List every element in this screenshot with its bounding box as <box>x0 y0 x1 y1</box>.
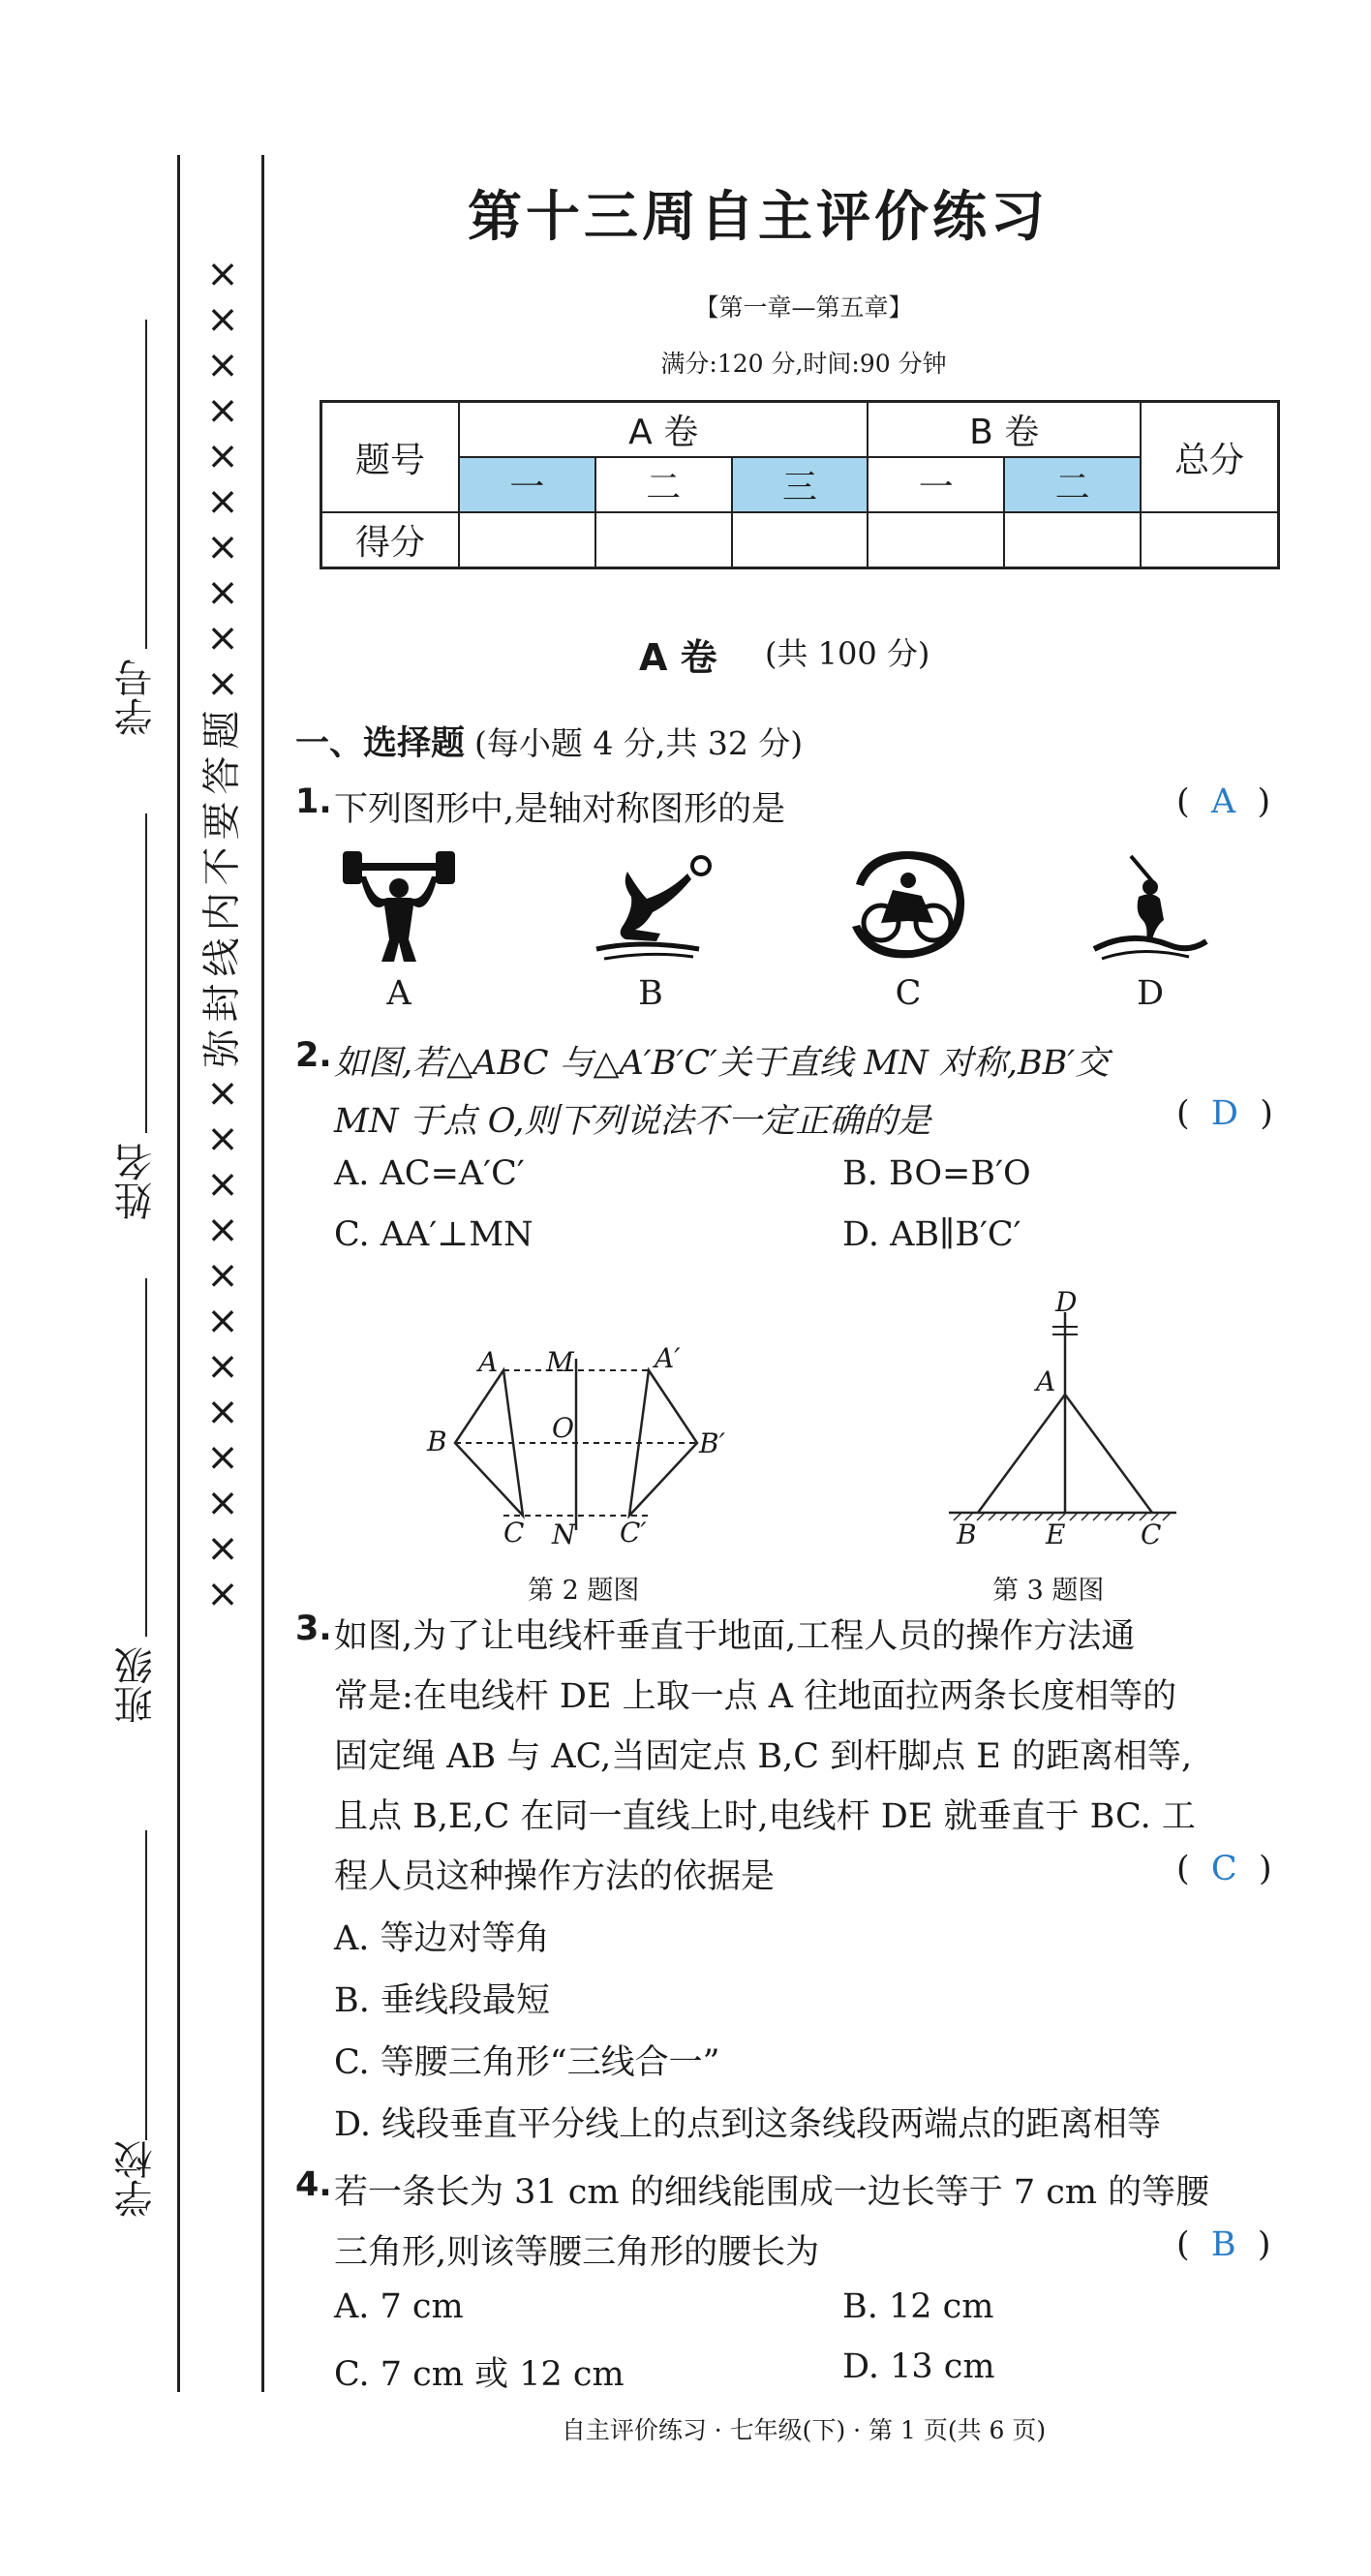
binding-line-outer <box>177 155 180 2392</box>
fig3-caption: 第 3 题图 <box>992 1576 1105 1606</box>
fig3-label-c: C <box>1141 1518 1162 1550</box>
score-cell[interactable] <box>1004 512 1141 568</box>
q2-option-c: C. AA′⊥MN <box>334 1215 533 1254</box>
seal-char: 内 <box>199 892 245 932</box>
seal-strip <box>201 252 244 1617</box>
seal-char: 弥 <box>199 1028 245 1068</box>
seal-char: 不 <box>199 846 245 886</box>
q2-option-d: D. AB∥B′C′ <box>842 1215 1021 1254</box>
question-number-header: 题号 <box>321 402 460 513</box>
paper-b-header: B 卷 <box>868 402 1141 458</box>
seal-cross-mark: × <box>206 1572 239 1616</box>
seal-cross-mark: × <box>206 1526 239 1571</box>
score-cell[interactable] <box>459 512 595 568</box>
weightlifter-icon <box>341 847 457 964</box>
q4-number: 4. <box>295 2165 332 2204</box>
name-label: 姓名 <box>114 1143 159 1220</box>
seal-char: 要 <box>199 801 245 841</box>
seal-cross-mark: × <box>206 434 239 478</box>
fig3-label-a: A <box>1036 1365 1056 1397</box>
total-header: 总分 <box>1141 402 1279 513</box>
seal-cross-mark: × <box>206 661 239 706</box>
school-underline <box>145 1830 147 2140</box>
q4-answer-bracket: ( B ) <box>1176 2225 1271 2264</box>
seal-cross-mark: × <box>206 1117 239 1161</box>
seal-cross-mark: × <box>206 252 239 296</box>
score-cell[interactable] <box>868 512 1004 568</box>
golfer-icon <box>1092 852 1208 964</box>
q3-option-a: A. 等边对等角 <box>334 1919 550 1958</box>
q2-number: 2. <box>295 1036 332 1075</box>
q4-option-d: D. 13 cm <box>842 2347 995 2386</box>
fig2-label-m: M <box>546 1346 574 1378</box>
q1-option-b: B <box>638 974 663 1013</box>
score-table <box>320 400 1280 569</box>
cyclist-icon <box>844 847 970 964</box>
class-underline <box>145 1278 147 1637</box>
q3-option-b: B. 垂线段最短 <box>334 1981 550 2020</box>
fig2-label-b: B <box>427 1426 447 1457</box>
q3-line5: 程人员这种操作方法的依据是 <box>334 1857 776 1896</box>
q3-answer: C <box>1210 1850 1237 1888</box>
figure-2-diagram <box>416 1341 746 1554</box>
q2-answer: D <box>1210 1094 1238 1133</box>
fig2-label-a-prime: A′ <box>655 1342 681 1374</box>
seal-cross-mark: × <box>206 1344 239 1389</box>
q3-line3: 固定绳 AB 与 AC,当固定点 B,C 到杆脚点 E 的距离相等, <box>334 1737 1193 1776</box>
score-cell[interactable] <box>1141 512 1279 568</box>
q3-line1: 如图,为了让电线杆垂直于地面,工程人员的操作方法通 <box>334 1617 1136 1656</box>
q3-line4: 且点 B,E,C 在同一直线上时,电线杆 DE 就垂直于 BC. 工 <box>334 1797 1196 1836</box>
a-part-1: 一 <box>459 457 595 512</box>
fig3-label-b: B <box>957 1518 977 1550</box>
part1-note: (每小题 4 分,共 32 分) <box>474 724 804 762</box>
seal-cross-mark: × <box>206 479 239 524</box>
binding-line-inner <box>261 155 264 2392</box>
fig2-label-a: A <box>478 1346 499 1378</box>
a-part-3: 三 <box>732 457 868 512</box>
seal-cross-mark: × <box>206 1299 239 1343</box>
q4-option-c: C. 7 cm 或 12 cm <box>334 2355 625 2394</box>
section-heading: A 卷 <box>639 636 717 679</box>
q3-line2: 常是:在电线杆 DE 上取一点 A 往地面拉两条长度相等的 <box>334 1677 1177 1716</box>
school-label: 学校 <box>114 2140 159 2218</box>
exam-meta: 满分:120 分,时间:90 分钟 <box>660 350 947 378</box>
seal-char: 题 <box>199 710 245 750</box>
q1-answer-bracket: ( A ) <box>1176 782 1271 821</box>
q4-line1: 若一条长为 31 cm 的细线能围成一边长等于 7 cm 的等腰 <box>334 2173 1210 2212</box>
b-part-1: 一 <box>868 457 1004 512</box>
seal-char: 线 <box>199 937 245 977</box>
q4-answer: B <box>1210 2225 1236 2264</box>
fig2-label-c: C <box>503 1517 525 1549</box>
seal-cross-mark: × <box>206 1390 239 1434</box>
q1-option-c: C <box>895 974 922 1013</box>
student-id-underline <box>145 320 147 649</box>
score-cell[interactable] <box>595 512 732 568</box>
seal-cross-mark: × <box>206 1435 239 1480</box>
q1-option-d: D <box>1136 974 1165 1013</box>
q3-number: 3. <box>295 1610 332 1648</box>
seal-cross-mark: × <box>206 570 239 615</box>
figure-3-diagram <box>944 1288 1186 1549</box>
class-label: 班级 <box>114 1646 159 1724</box>
seal-cross-mark: × <box>206 1253 239 1298</box>
seal-cross-mark: × <box>206 1071 239 1116</box>
q1-option-a: A <box>386 974 411 1013</box>
q1-text: 下列图形中,是轴对称图形的是 <box>334 790 786 829</box>
fig2-label-n: N <box>552 1518 576 1550</box>
seal-cross-mark: × <box>206 343 239 387</box>
q4-option-a: A. 7 cm <box>334 2287 464 2326</box>
fig2-caption: 第 2 题图 <box>528 1576 640 1606</box>
q3-answer-bracket: ( C ) <box>1176 1850 1272 1888</box>
b-part-2: 二 <box>1004 457 1141 512</box>
score-row-label: 得分 <box>321 512 460 568</box>
q2-answer-bracket: ( D ) <box>1176 1094 1273 1133</box>
seal-cross-mark: × <box>206 616 239 660</box>
q2-line2: MN 于点 O,则下列说法不一定正确的是 <box>334 1102 931 1141</box>
seal-cross-mark: × <box>206 297 239 342</box>
q1-number: 1. <box>295 782 332 821</box>
q3-option-c: C. 等腰三角形“三线合一” <box>334 2043 720 2082</box>
fig3-label-e: E <box>1046 1518 1066 1550</box>
part1-title: 一、选择题 <box>295 724 466 763</box>
q4-option-b: B. 12 cm <box>842 2287 994 2326</box>
seal-char: 答 <box>199 755 245 795</box>
paper-a-header: A 卷 <box>459 402 868 458</box>
q2-option-a: A. AC=A′C′ <box>334 1154 525 1193</box>
fig2-label-b-prime: B′ <box>699 1427 725 1459</box>
name-underline <box>145 813 147 1133</box>
q2-line1: 如图,若△ABC 与△A′B′C′关于直线 MN 对称,BB′交 <box>334 1044 1110 1083</box>
fig2-label-c-prime: C′ <box>620 1517 647 1549</box>
chapter-scope: 【第一章—第五章】 <box>694 293 913 322</box>
q3-option-d: D. 线段垂直平分线上的点到这条线段两端点的距离相等 <box>334 2105 1162 2144</box>
seal-cross-mark: × <box>206 1162 239 1207</box>
student-id-label: 学号 <box>114 659 159 736</box>
seal-cross-mark: × <box>206 1481 239 1525</box>
volleyball-player-icon <box>593 852 718 964</box>
seal-char: 封 <box>199 983 245 1023</box>
seal-cross-mark: × <box>206 525 239 569</box>
page-footer: 自主评价练习 · 七年级(下) · 第 1 页(共 6 页) <box>561 2416 1047 2444</box>
seal-cross-mark: × <box>206 1208 239 1252</box>
a-part-2: 二 <box>595 457 732 512</box>
q1-answer: A <box>1210 782 1236 821</box>
score-cell[interactable] <box>732 512 868 568</box>
section-heading-note: (共 100 分) <box>765 635 930 672</box>
q2-option-b: B. BO=B′O <box>842 1154 1031 1193</box>
page-title: 第十三周自主评价练习 <box>468 186 1049 249</box>
fig2-label-o: O <box>552 1412 574 1444</box>
q4-line2: 三角形,则该等腰三角形的腰长为 <box>334 2233 820 2272</box>
seal-cross-mark: × <box>206 388 239 433</box>
fig3-label-d: D <box>1055 1286 1078 1318</box>
